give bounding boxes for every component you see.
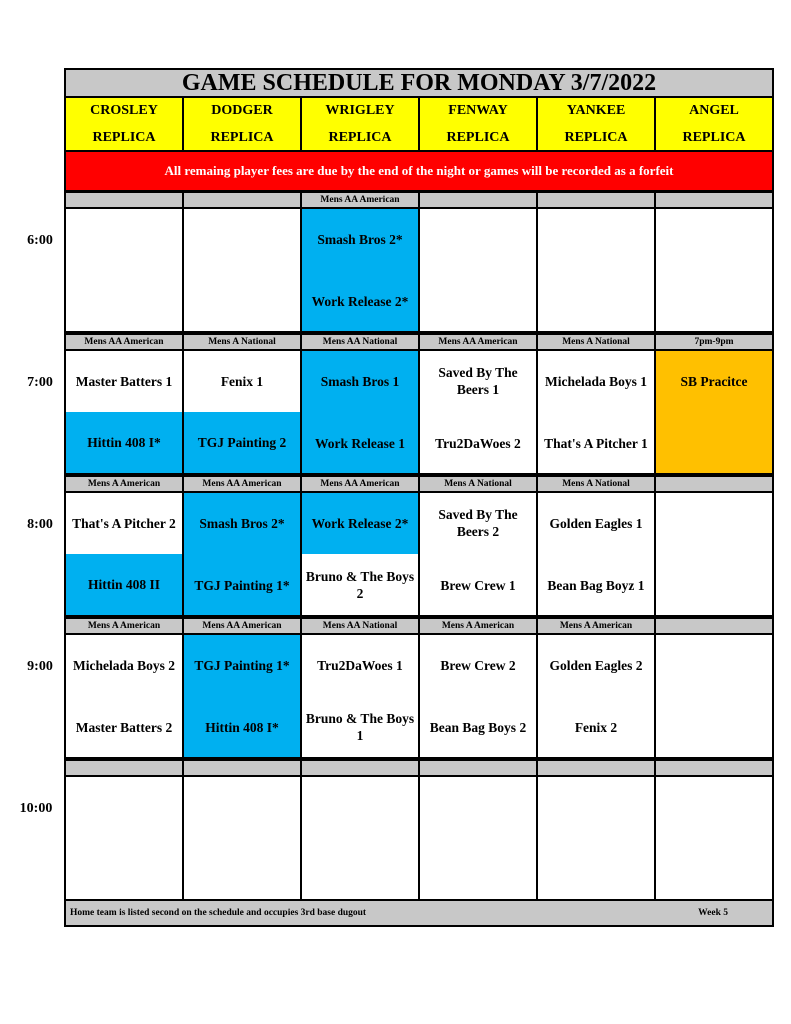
division-label xyxy=(656,193,772,207)
time-label: 9:00 xyxy=(27,659,53,674)
game-bottom xyxy=(302,554,418,615)
game-top-text: Golden Eagles 1 xyxy=(549,515,643,531)
game-top xyxy=(538,493,654,553)
division-label-text: Mens AA National xyxy=(322,337,398,347)
game-bottom-text: Hittin 408 I* xyxy=(87,435,161,450)
division-label xyxy=(66,619,182,633)
division-label-text: Mens A National xyxy=(208,337,276,347)
game-bottom-text: Bean Bag Boys 2 xyxy=(429,719,527,735)
game-bottom xyxy=(66,412,182,473)
game-top-text: Tru2DaWoes 1 xyxy=(317,657,403,673)
schedule-sheet xyxy=(64,68,774,927)
game-bottom xyxy=(184,271,300,331)
game-top xyxy=(184,635,300,695)
field-subtitle: REPLICA xyxy=(210,130,274,145)
field-header-yankee xyxy=(538,98,654,150)
field-header-fenway xyxy=(420,98,536,150)
game-top-text: Smash Bros 1 xyxy=(320,373,400,389)
game-top-text: That's A Pitcher 2 xyxy=(72,516,176,531)
time-label: 7:00 xyxy=(27,375,53,390)
division-label xyxy=(184,335,300,349)
field-name: ANGEL xyxy=(689,103,739,118)
game-top-text: Golden Eagles 2 xyxy=(549,657,643,673)
division-label xyxy=(538,477,654,491)
game-top xyxy=(302,777,418,837)
division-label xyxy=(538,335,654,349)
game-top-text: TGJ Painting 1* xyxy=(194,657,290,673)
game-bottom xyxy=(538,555,654,615)
practice-label-text: SB Pracitce xyxy=(680,373,748,389)
game-bottom-text: Hittin 408 II xyxy=(87,577,160,592)
division-label xyxy=(538,193,654,207)
field-header-wrigley xyxy=(302,98,418,150)
game-bottom xyxy=(420,839,536,899)
game-top xyxy=(538,209,654,269)
game-top-text: Fenix 1 xyxy=(220,374,264,389)
field-header-crosley xyxy=(66,98,182,150)
game-bottom-text: TGJ Painting 1* xyxy=(194,577,290,593)
game-top xyxy=(538,777,654,837)
division-label xyxy=(420,619,536,633)
division-label xyxy=(184,619,300,633)
division-label xyxy=(538,619,654,633)
field-name: WRIGLEY xyxy=(325,103,395,118)
division-label-text: Mens A National xyxy=(444,479,512,489)
field-header-angel xyxy=(656,98,772,150)
field-subtitle: REPLICA xyxy=(564,130,628,145)
game-top-text: Smash Bros 2* xyxy=(199,515,285,531)
fee-notice-banner xyxy=(66,152,772,190)
game-top xyxy=(302,635,418,695)
game-top xyxy=(184,493,300,553)
division-label xyxy=(302,193,418,207)
game-bottom-text: Hittin 408 I* xyxy=(205,719,279,735)
game-top xyxy=(656,635,772,695)
division-label-text: Mens AA American xyxy=(202,479,282,489)
field-name: FENWAY xyxy=(448,103,508,118)
game-bottom-text: Bruno & The Boys 1 xyxy=(305,711,415,743)
game-bottom xyxy=(538,413,654,473)
division-label xyxy=(66,193,182,207)
game-top xyxy=(420,351,536,411)
game-top xyxy=(420,209,536,269)
game-top-text: Smash Bros 2* xyxy=(317,231,403,247)
division-label xyxy=(302,477,418,491)
division-label xyxy=(66,761,182,775)
game-top xyxy=(656,493,772,553)
game-bottom-text: Work Release 2* xyxy=(311,293,409,309)
division-label-text: Mens AA American xyxy=(84,337,164,347)
week-label: Week 5 xyxy=(698,908,728,918)
division-label-text: Mens A American xyxy=(559,621,633,631)
game-bottom xyxy=(420,555,536,615)
game-top-text: Saved By The Beers 1 xyxy=(438,365,518,397)
game-top xyxy=(420,635,536,695)
game-bottom xyxy=(420,697,536,757)
game-bottom xyxy=(656,839,772,899)
division-label xyxy=(184,761,300,775)
division-label xyxy=(302,619,418,633)
game-bottom xyxy=(302,839,418,899)
division-label-text: Mens A American xyxy=(87,479,161,489)
division-label xyxy=(302,761,418,775)
game-bottom xyxy=(656,271,772,331)
game-bottom-text: Work Release 1 xyxy=(315,435,405,451)
game-top xyxy=(538,351,654,411)
division-label-text: Mens AA American xyxy=(202,621,282,631)
game-top-text: Brew Crew 2 xyxy=(440,657,516,673)
game-top xyxy=(302,351,418,411)
time-label: 6:00 xyxy=(27,233,53,248)
division-label xyxy=(656,477,772,491)
game-top xyxy=(420,493,536,553)
division-label-text: Mens AA American xyxy=(320,479,400,489)
game-bottom xyxy=(538,839,654,899)
division-label xyxy=(420,477,536,491)
field-subtitle: REPLICA xyxy=(92,130,156,145)
division-label-text: 7pm-9pm xyxy=(694,337,734,347)
page-title xyxy=(66,70,772,96)
division-label-text: Mens AA American xyxy=(438,337,518,347)
game-top xyxy=(184,351,300,412)
division-label-text: Mens A National xyxy=(562,337,630,347)
game-top-text: Master Batters 1 xyxy=(75,374,173,389)
game-bottom xyxy=(538,271,654,331)
field-name: DODGER xyxy=(211,103,273,118)
game-bottom-text: Tru2DaWoes 2 xyxy=(435,435,521,451)
division-label xyxy=(538,761,654,775)
division-label-text: Mens AA National xyxy=(322,621,398,631)
division-label xyxy=(656,761,772,775)
game-bottom-text: Fenix 2 xyxy=(574,719,618,735)
game-bottom xyxy=(656,555,772,615)
game-bottom xyxy=(184,412,300,473)
division-label xyxy=(184,193,300,207)
division-label xyxy=(656,335,772,349)
division-label xyxy=(420,761,536,775)
game-bottom xyxy=(656,697,772,757)
game-top-text: Work Release 2* xyxy=(311,516,409,531)
game-top xyxy=(420,777,536,837)
game-top xyxy=(66,635,182,695)
fee-notice-banner-text: All remaing player fees are due by the end of the night or games will be recorded as a forfeit xyxy=(164,163,674,178)
game-bottom xyxy=(302,271,418,331)
footer-note xyxy=(66,901,772,925)
game-top xyxy=(538,635,654,695)
game-bottom xyxy=(66,839,182,899)
field-subtitle: REPLICA xyxy=(446,130,510,145)
game-bottom-text: TGJ Painting 2 xyxy=(197,435,287,450)
game-top xyxy=(184,777,300,837)
game-bottom xyxy=(538,697,654,757)
footer-note-text: Home team is listed second on the schedule and occupies 3rd base dugout xyxy=(70,908,367,918)
field-subtitle: REPLICA xyxy=(682,130,746,145)
game-top xyxy=(66,351,182,412)
game-bottom xyxy=(66,697,182,757)
game-top-text: Saved By The Beers 2 xyxy=(438,507,518,539)
time-label: 10:00 xyxy=(19,801,53,816)
game-top xyxy=(302,493,418,554)
game-bottom xyxy=(184,555,300,615)
field-header-dodger xyxy=(184,98,300,150)
game-bottom xyxy=(184,697,300,757)
time-label: 8:00 xyxy=(27,517,53,532)
page-title-text: GAME SCHEDULE FOR MONDAY 3/7/2022 xyxy=(181,70,657,96)
game-bottom-text: Master Batters 2 xyxy=(75,719,173,735)
game-top xyxy=(66,777,182,837)
game-bottom-text: Bean Bag Boyz 1 xyxy=(547,577,645,593)
field-name: CROSLEY xyxy=(90,103,158,118)
division-label-text: Mens A American xyxy=(87,621,161,631)
game-bottom xyxy=(66,554,182,615)
game-bottom-text: Brew Crew 1 xyxy=(440,577,516,593)
game-top xyxy=(66,493,182,554)
game-top xyxy=(184,209,300,269)
division-label xyxy=(302,335,418,349)
game-bottom xyxy=(302,413,418,473)
game-bottom xyxy=(184,839,300,899)
division-label xyxy=(420,193,536,207)
division-label xyxy=(184,477,300,491)
game-top xyxy=(66,209,182,269)
game-top xyxy=(656,209,772,269)
game-bottom xyxy=(66,271,182,331)
field-subtitle: REPLICA xyxy=(328,130,392,145)
practice-label xyxy=(656,351,772,411)
game-bottom xyxy=(420,413,536,473)
game-top-text: Michelada Boys 1 xyxy=(544,373,647,389)
division-label xyxy=(656,619,772,633)
division-label xyxy=(66,335,182,349)
division-label-text: Mens A American xyxy=(441,621,515,631)
division-label xyxy=(66,477,182,491)
division-label-text: Mens AA American xyxy=(320,195,400,205)
game-bottom-text: That's A Pitcher 1 xyxy=(544,435,648,451)
game-bottom xyxy=(420,271,536,331)
division-label-text: Mens A National xyxy=(562,479,630,489)
game-bottom xyxy=(302,697,418,757)
field-name: YANKEE xyxy=(566,103,626,118)
game-top-text: Michelada Boys 2 xyxy=(72,657,175,673)
game-top xyxy=(656,777,772,837)
division-label xyxy=(420,335,536,349)
game-top xyxy=(302,209,418,269)
game-bottom-text: Bruno & The Boys 2 xyxy=(305,568,415,601)
